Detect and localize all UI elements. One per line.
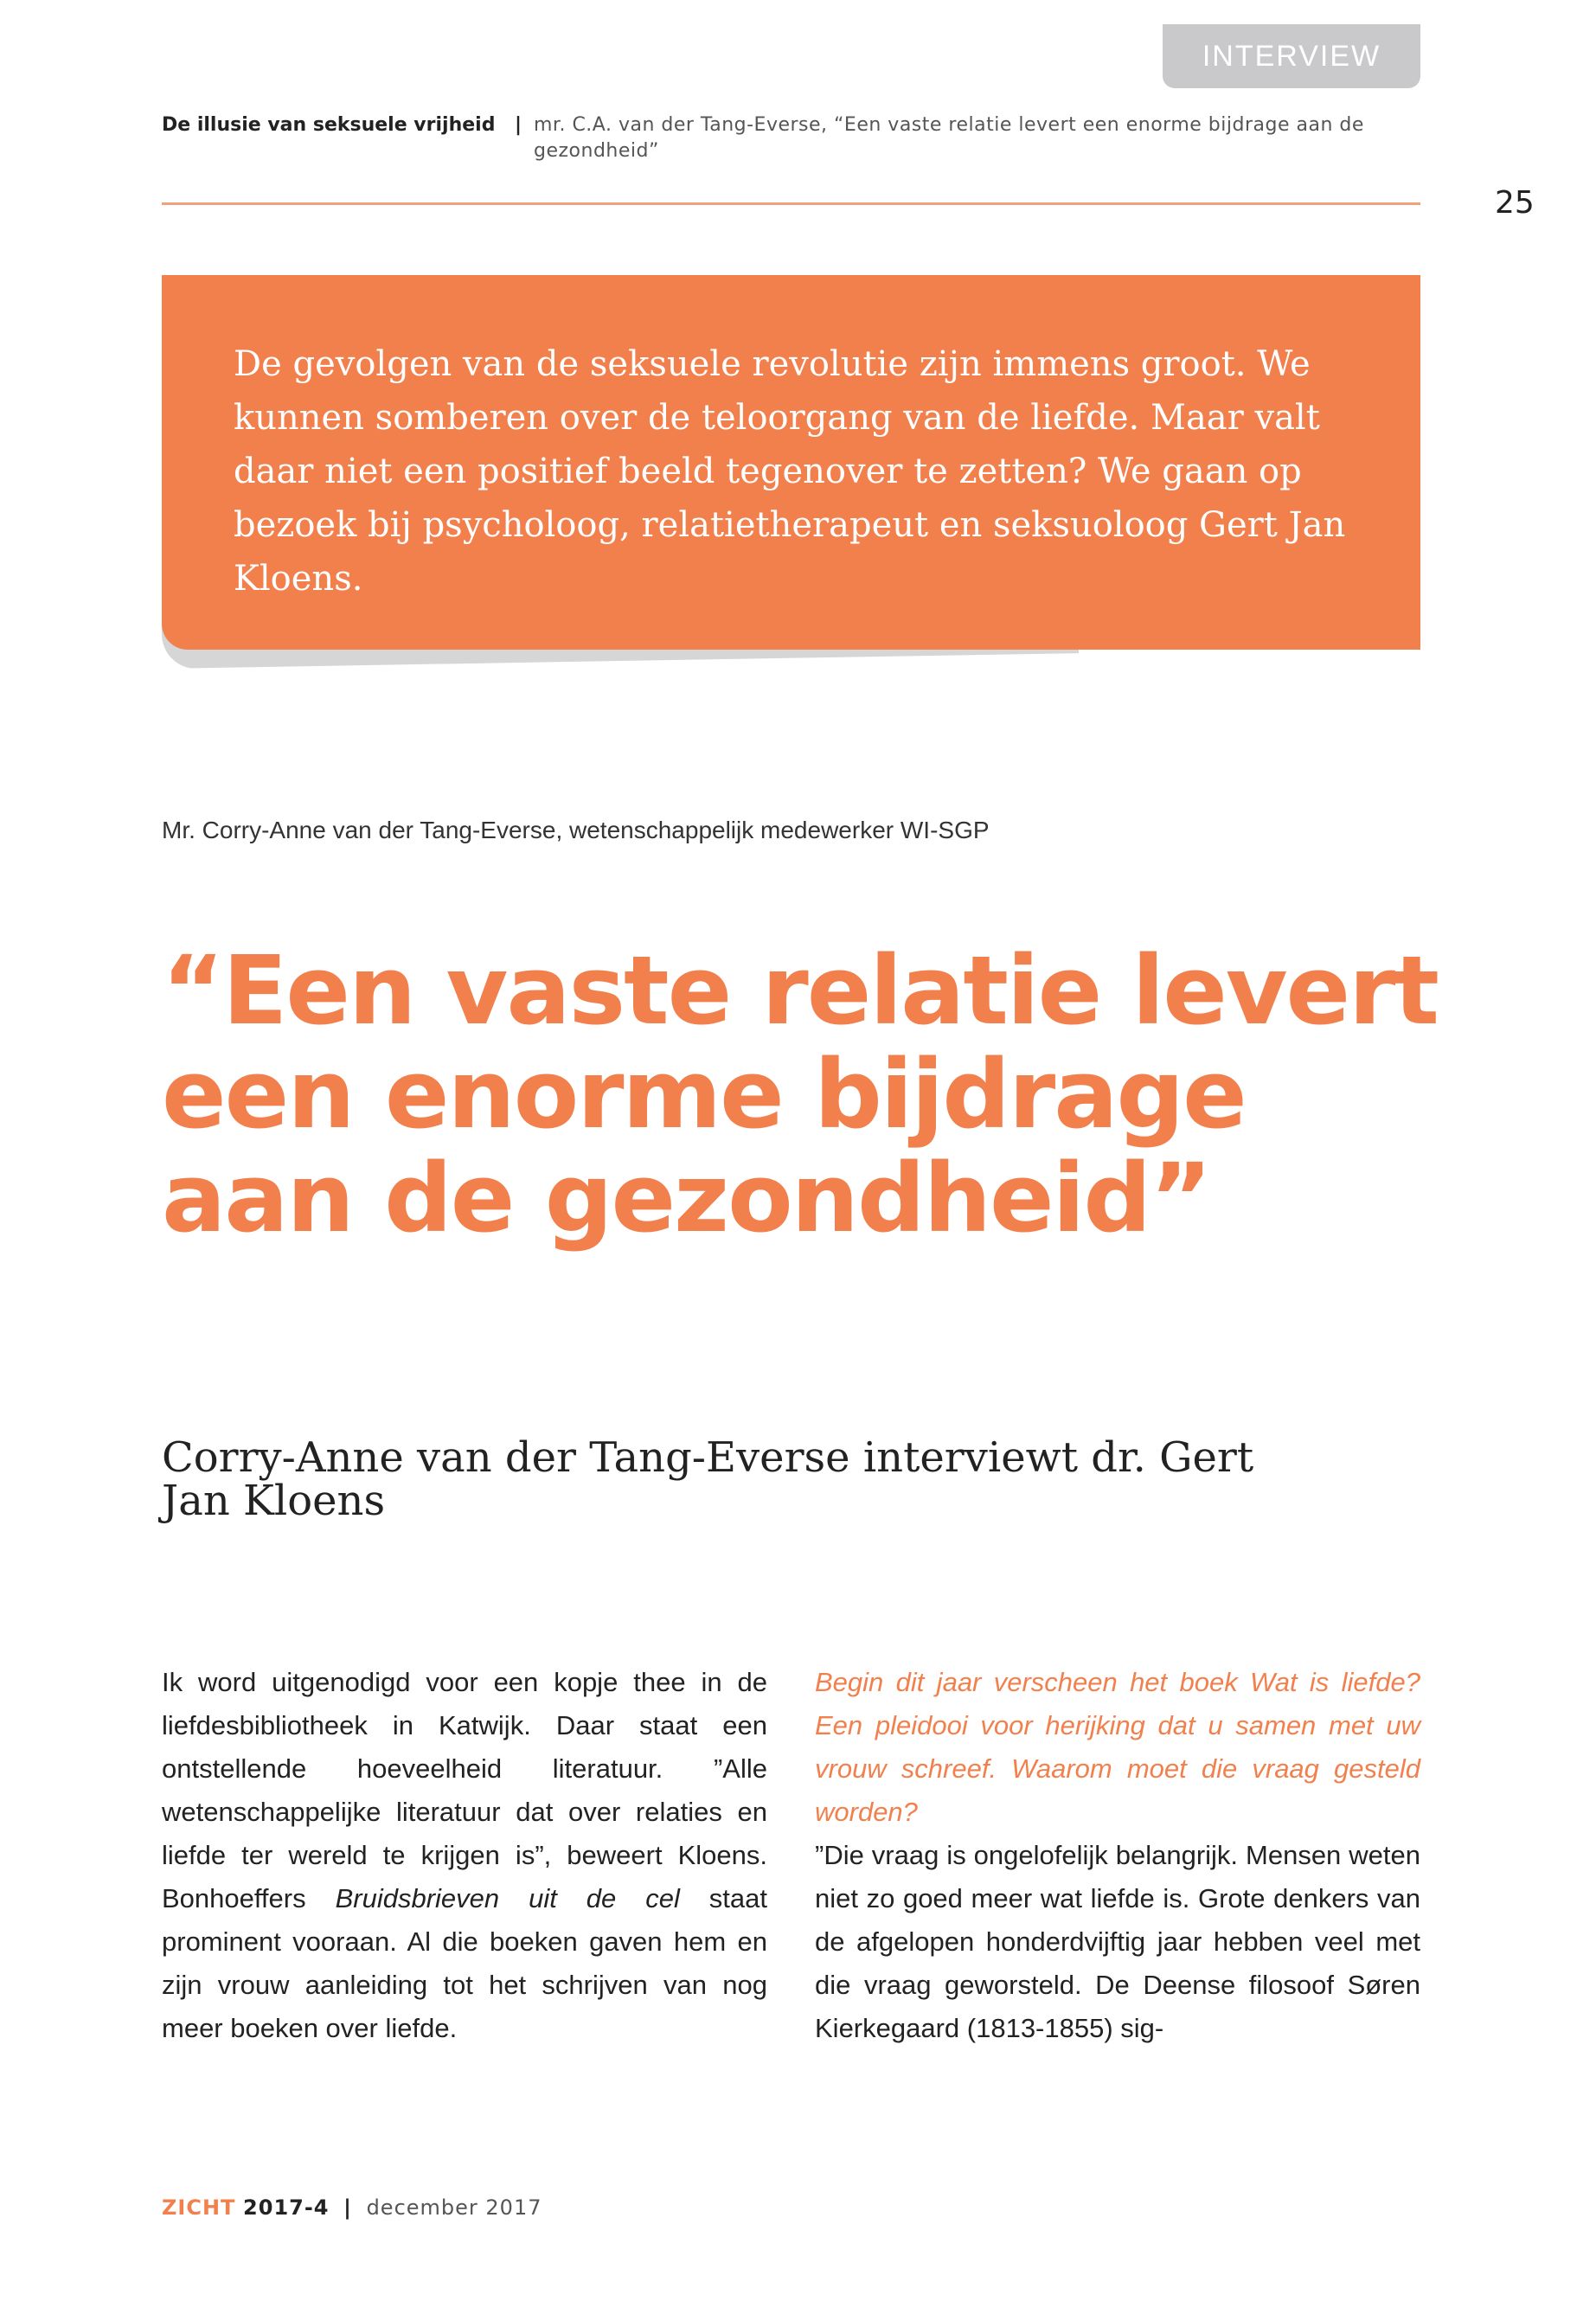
intro-paragraph [162,1661,767,2050]
footer-issue: 2017-4 [243,2195,330,2220]
footer-separator: | [343,2195,352,2220]
article-column-left [162,1661,767,2050]
footer [162,2195,542,2220]
page-number: 25 [1495,185,1535,221]
interview-question: Begin dit jaar verscheen het boek Wat is liefde? Een pleidooi voor herijking dat u samen met uw vrouw schreef. Waarom moet die vraag gesteld worden? [815,1667,1420,1827]
intro-text-before: Ik word uitgenodigd voor een kopje thee in de liefdesbibliotheek in Katwijk. Daar staat een ontstellende hoeveelheid literatuur. ”Alle wetenschappelijke literatuur dat over relaties en liefde ter wereld te krijgen is”, beweert Kloens. Bonhoeffers [162,1667,767,1913]
section-tab [1163,24,1420,88]
intro-callout [162,275,1420,650]
running-header-separator: | [515,114,522,136]
article-column-right [815,1661,1420,2050]
section-tab-label: INTERVIEW [1202,39,1381,73]
running-header-title: De illusie van seksuele vrijheid [162,114,496,136]
callout-text: De gevolgen van de seksuele revolutie zijn immens groot. We kunnen somberen over de teloorgang van de liefde. Maar valt daar niet een positief beeld tegenover te zetten? We gaan op bezoek bij psycholoog, relatietherapeut en seksuoloog Gert Jan Kloens. [234,344,1346,599]
header-rule [162,202,1420,205]
interviewer-line: Corry-Anne van der Tang-Everse interviewt dr. Gert Jan Kloens [162,1433,1254,1525]
footer-date: december 2017 [366,2195,542,2220]
book-title: Bruidsbrieven uit de cel [335,1883,680,1913]
page-title: “Een vaste relatie levert een enorme bijdrage aan de gezondheid” [162,935,1438,1253]
author-line: Mr. Corry-Anne van der Tang-Everse, wetenschappelijk medewerker WI-SGP [162,817,990,843]
interview-answer: ”Die vraag is ongelofelijk belangrijk. Mensen weten niet zo goed meer wat liefde is. Grote denkers van de afgelopen honderdvijftig jaar hebben veel met die vraag geworsteld. De Deense filosoof Søren Kierkegaard (1813-1855) sig- [815,1840,1420,2043]
running-header-subtitle: mr. C.A. van der Tang-Everse, “Een vaste relatie levert een enorme bijdrage aan de gezondheid” [534,114,1364,162]
footer-brand: ZICHT [162,2195,236,2220]
intro-text-after: staat prominent vooraan. Al die boeken gaven hem en zijn vrouw aanleiding tot het schrijven van nog meer boeken over liefde. [162,1883,768,2043]
